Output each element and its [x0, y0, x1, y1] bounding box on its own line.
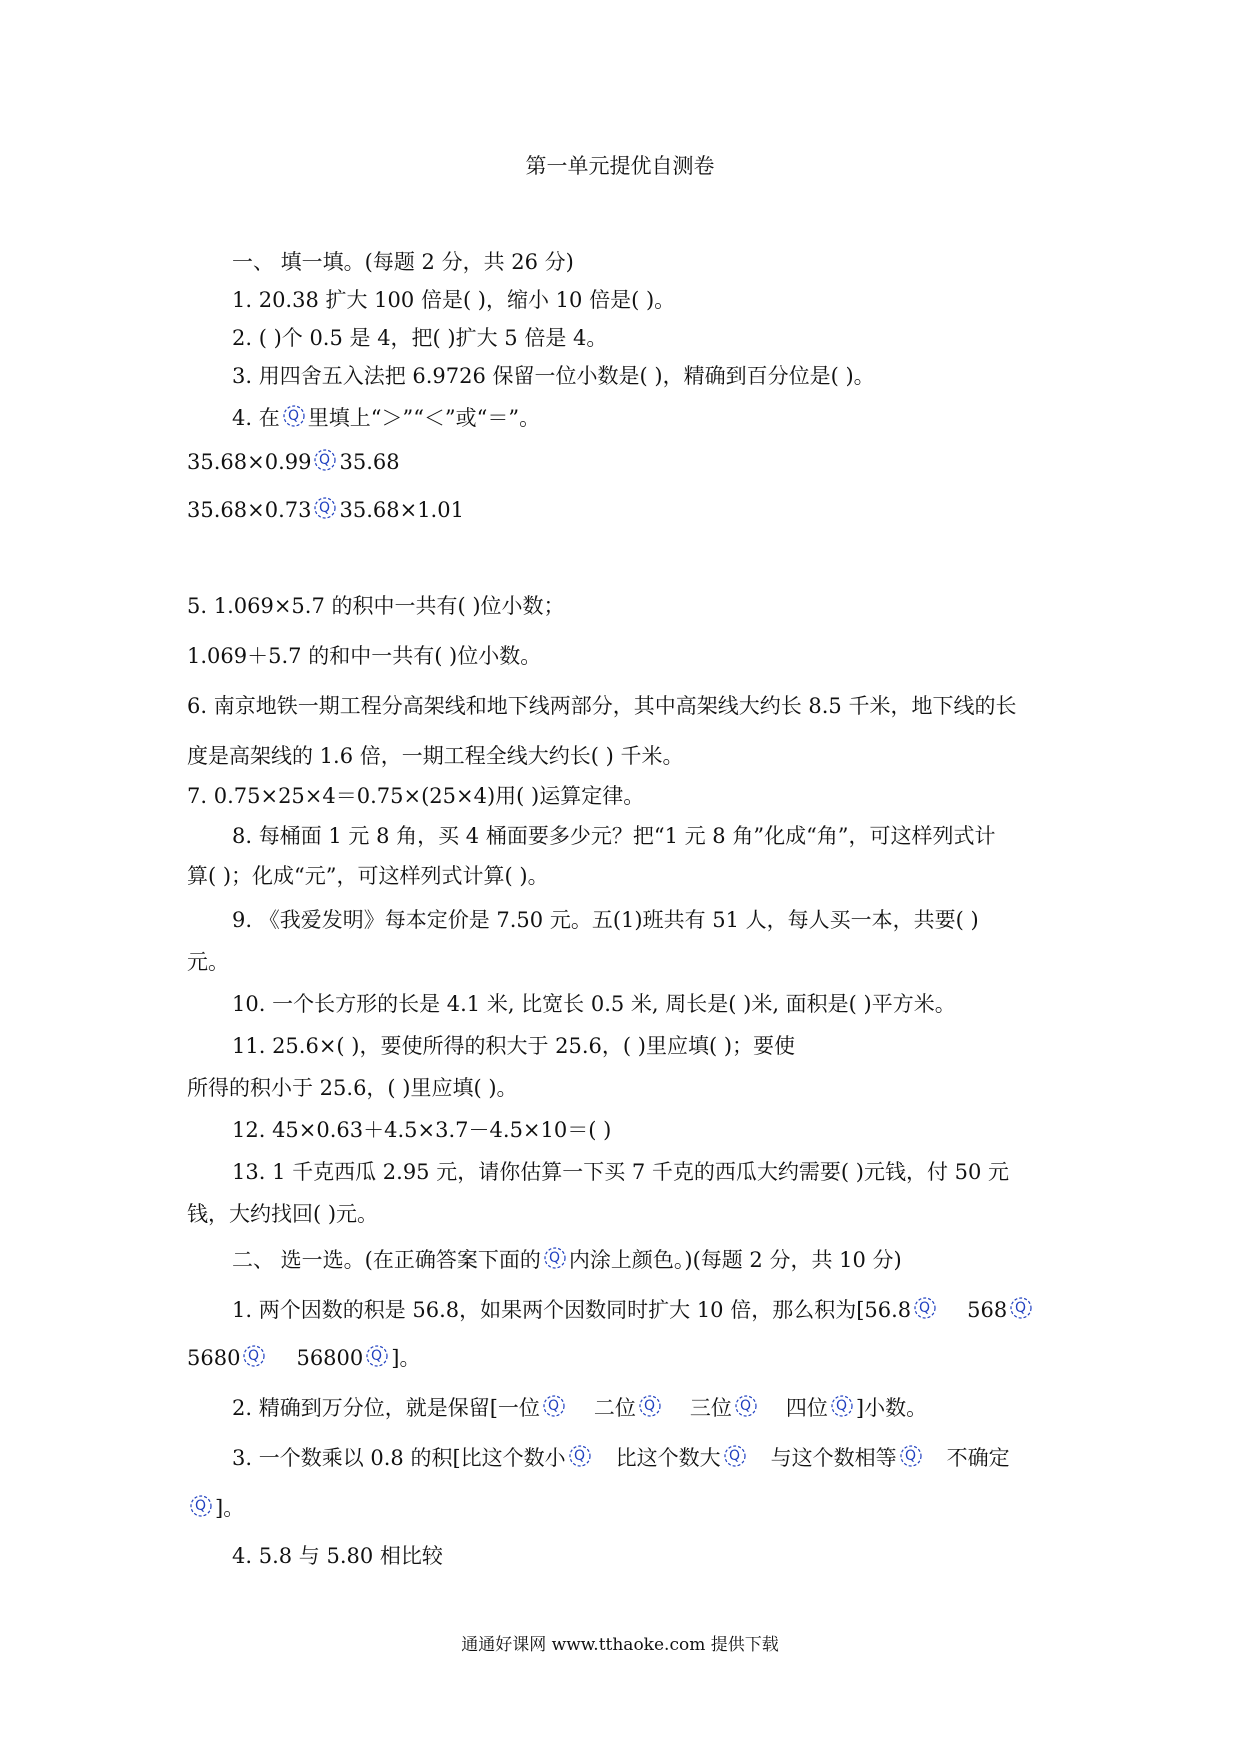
page-title: 第一单元提优自测卷 [525, 154, 715, 178]
q2-1-option-c: 5680 [187, 1346, 241, 1370]
question-2-2 [232, 1394, 927, 1422]
question-1-11-line-1: 11. 25.6×( )，要使所得的积大于 25.6，( )里应填( )；要使 [232, 1034, 796, 1058]
question-1-2: 2. ( )个 0.5 是 4，把( )扩大 5 倍是 4。 [232, 326, 608, 350]
svg-text:Q: Q [195, 1498, 207, 1514]
question-1-12: 12. 45×0.63＋4.5×3.7－4.5×10＝( ) [232, 1118, 612, 1142]
row-1-right: 35.68 [339, 450, 400, 474]
section2-heading [232, 1246, 902, 1274]
question-1-5-line-1: 5. 1.069×5.7 的积中一共有( )位小数； [187, 594, 565, 618]
question-1-4-text-a: 4. 在 [232, 406, 280, 430]
circle-option-icon[interactable] [188, 1494, 214, 1518]
circle-option-icon[interactable] [541, 1394, 567, 1418]
question-2-4: 4. 5.8 与 5.80 相比较 [232, 1544, 443, 1568]
section2-heading-a: 二、 选一选。(在正确答案下面的 [232, 1248, 541, 1272]
question-1-1: 1. 20.38 扩大 100 倍是( )，缩小 10 倍是( )。 [232, 288, 676, 312]
question-2-1-line-1 [232, 1296, 1035, 1324]
q2-1-option-b: 568 [967, 1298, 1008, 1322]
svg-text:Q: Q [904, 1448, 916, 1464]
question-1-6-line-1: 6. 南京地铁一期工程分高架线和地下线两部分，其中高架线大约长 8.5 千米，地下线的长 [187, 694, 1017, 718]
question-1-4-row-2 [187, 496, 464, 524]
q2-3-end: ]。 [215, 1496, 245, 1520]
circle-option-icon[interactable] [567, 1444, 593, 1468]
circle-option-icon[interactable] [829, 1394, 855, 1418]
question-1-6-line-2: 度是高架线的 1.6 倍，一期工程全线大约长( ) 千米。 [187, 744, 684, 768]
circle-option-icon[interactable] [637, 1394, 663, 1418]
svg-text:Q: Q [319, 500, 331, 516]
circle-marker-icon[interactable] [312, 448, 338, 472]
section1-heading: 一、 填一填。(每题 2 分，共 26 分) [232, 250, 574, 274]
svg-text:Q: Q [1015, 1300, 1027, 1316]
circle-marker-icon [542, 1246, 568, 1270]
circle-option-icon[interactable] [898, 1444, 924, 1468]
svg-text:Q: Q [248, 1348, 260, 1364]
svg-text:Q: Q [573, 1448, 585, 1464]
question-1-9-line-1: 9. 《我爱发明》每本定价是 7.50 元。五(1)班共有 51 人，每人买一本，共要( ) [232, 908, 979, 932]
question-2-1-line-2 [187, 1344, 420, 1372]
q2-3-option-b: 比这个数大 [615, 1446, 721, 1470]
q2-2-option-d: 四位 [785, 1396, 828, 1420]
svg-text:Q: Q [643, 1398, 655, 1414]
question-1-9-line-2: 元。 [187, 950, 229, 974]
question-1-4 [232, 404, 540, 432]
circle-option-icon[interactable] [722, 1444, 748, 1468]
q2-1-option-d: 56800 [296, 1346, 364, 1370]
q2-2-option-b: 二位 [593, 1396, 636, 1420]
circle-marker-icon [281, 404, 307, 428]
row-2-right: 35.68×1.01 [339, 498, 464, 522]
svg-text:Q: Q [835, 1398, 847, 1414]
question-1-4-row-1 [187, 448, 400, 476]
svg-text:Q: Q [919, 1300, 931, 1316]
circle-option-icon[interactable] [1008, 1296, 1034, 1320]
circle-marker-icon[interactable] [312, 496, 338, 520]
q2-3-option-a: 3. 一个数乘以 0.8 的积[比这个数小 [232, 1446, 566, 1470]
circle-option-icon[interactable] [241, 1344, 267, 1368]
question-1-11-line-2: 所得的积小于 25.6，( )里应填( )。 [187, 1076, 518, 1100]
question-2-3-line-2 [187, 1494, 244, 1522]
q2-2-end: ]小数。 [855, 1396, 928, 1420]
circle-option-icon[interactable] [912, 1296, 938, 1320]
question-1-8-line-1: 8. 每桶面 1 元 8 角，买 4 桶面要多少元？把“1 元 8 角”化成“角”，可这样列式计 [232, 824, 996, 848]
question-1-7: 7. 0.75×25×4＝0.75×(25×4)用( )运算定律。 [187, 784, 645, 808]
q2-2-option-c: 三位 [689, 1396, 732, 1420]
svg-text:Q: Q [548, 1250, 560, 1266]
q2-3-option-d: 不确定 [946, 1446, 1010, 1470]
q2-3-option-c: 与这个数相等 [770, 1446, 897, 1470]
question-1-13-line-1: 13. 1 千克西瓜 2.95 元，请你估算一下买 7 千克的西瓜大约需要( )元钱，付 50 元 [232, 1160, 1010, 1184]
svg-text:Q: Q [739, 1398, 751, 1414]
question-1-8-line-2: 算( )；化成“元”，可这样列式计算( )。 [187, 864, 549, 888]
question-1-5-line-2: 1.069＋5.7 的和中一共有( )位小数。 [187, 644, 542, 668]
svg-text:Q: Q [287, 408, 299, 424]
svg-text:Q: Q [728, 1448, 740, 1464]
section2-heading-b: 内涂上颜色。)(每题 2 分，共 10 分) [568, 1248, 902, 1272]
question-1-10: 10. 一个长方形的长是 4.1 米, 比宽长 0.5 米, 周长是( )米, 面积是( )平方米。 [232, 992, 956, 1016]
q2-1-text: 1. 两个因数的积是 56.8，如果两个因数同时扩大 10 倍，那么积为[56.8 [232, 1298, 912, 1322]
question-2-3-line-1 [232, 1444, 1010, 1472]
row-2-left: 35.68×0.73 [187, 498, 312, 522]
q2-2-option-a: 2. 精确到万分位，就是保留[一位 [232, 1396, 540, 1420]
circle-option-icon[interactable] [733, 1394, 759, 1418]
question-1-4-text-b: 里填上“＞”“＜”或“＝”。 [307, 406, 541, 430]
question-1-13-line-2: 钱，大约找回( )元。 [187, 1202, 379, 1226]
svg-text:Q: Q [547, 1398, 559, 1414]
row-1-left: 35.68×0.99 [187, 450, 312, 474]
svg-text:Q: Q [371, 1348, 383, 1364]
q2-1-end: ]。 [391, 1346, 421, 1370]
circle-option-icon[interactable] [364, 1344, 390, 1368]
svg-text:Q: Q [319, 452, 331, 468]
footer-credit: 通通好课网 www.tthaoke.com 提供下载 [461, 1635, 779, 1655]
question-1-3: 3. 用四舍五入法把 6.9726 保留一位小数是( )，精确到百分位是( )。 [232, 364, 875, 388]
